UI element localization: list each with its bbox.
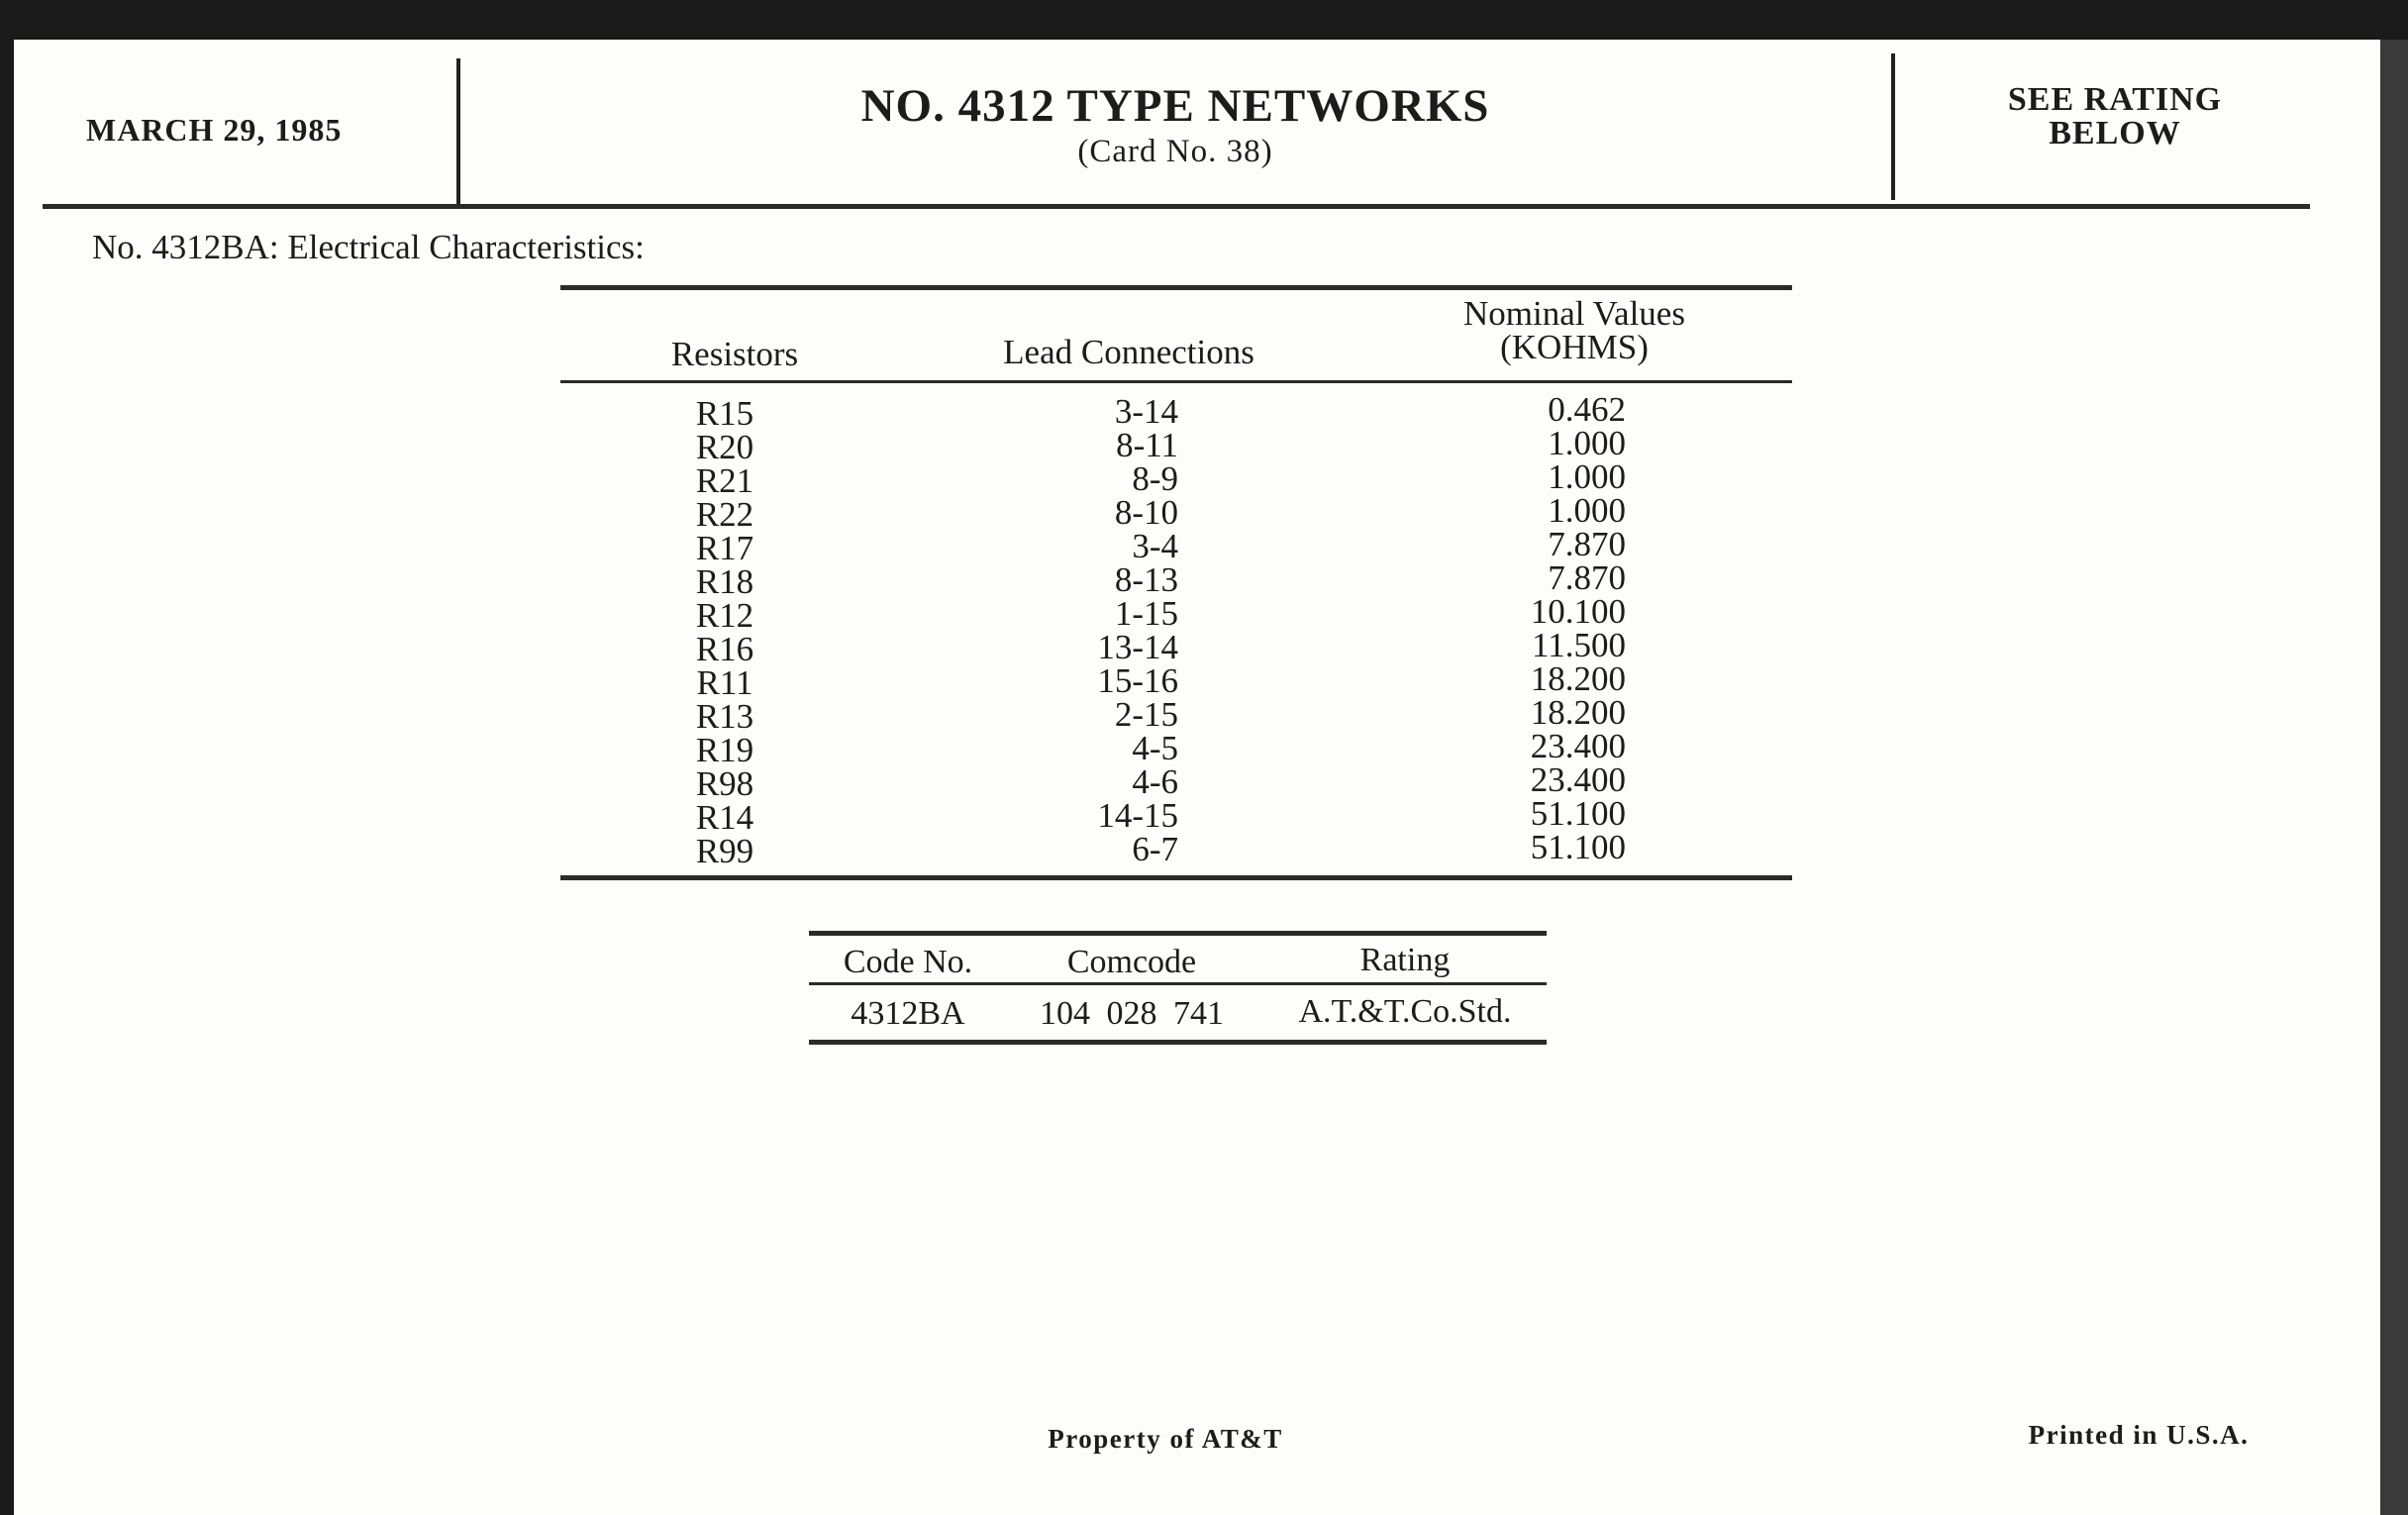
header-rule <box>43 204 2310 209</box>
nominal-header-line1: Nominal Values <box>1463 294 1685 333</box>
nominal-value-cell: 23.400 <box>1530 760 1626 799</box>
nominal-value-cell: 7.870 <box>1548 525 1626 563</box>
lead-connection-cell: 3-4 <box>1132 527 1178 565</box>
nominal-value-cell: 18.200 <box>1530 693 1626 732</box>
nominal-value-cell: 1.000 <box>1548 457 1626 496</box>
table-bottom-rule <box>560 875 1792 880</box>
resistor-cell: R13 <box>695 697 754 736</box>
col-header-lead-connections: Lead Connections <box>1003 333 1254 371</box>
code-header-code-no: Code No. <box>843 944 973 980</box>
nominal-value-cell: 0.462 <box>1548 390 1626 429</box>
rating-note <box>1897 83 2333 151</box>
comcode-value: 104 028 741 <box>1040 995 1224 1032</box>
nominal-value-cell: 1.000 <box>1548 491 1626 530</box>
nominal-value-cell: 51.100 <box>1530 828 1626 866</box>
code-table-mid-rule <box>809 982 1547 985</box>
resistor-cell: R21 <box>695 461 754 500</box>
issue-date: MARCH 29, 1985 <box>86 112 343 148</box>
resistor-cell: R18 <box>695 562 754 601</box>
page-title: NO. 4312 TYPE NETWORKS <box>860 80 1490 132</box>
footer-property: Property of AT&T <box>1048 1424 1283 1454</box>
lead-connection-cell: 15-16 <box>1097 661 1178 700</box>
lead-connection-cell: 2-15 <box>1114 695 1178 734</box>
nominal-value-cell: 10.100 <box>1530 592 1626 631</box>
nominal-value-cell: 1.000 <box>1548 424 1626 462</box>
resistor-cell: R17 <box>695 529 754 567</box>
lead-connection-cell: 4-6 <box>1132 762 1178 801</box>
nominal-value-cell: 7.870 <box>1548 558 1626 597</box>
resistor-cell: R14 <box>695 798 754 837</box>
nominal-header-line2: (KOHMS) <box>1500 328 1649 366</box>
table-top-rule <box>560 285 1792 290</box>
lead-connection-cell: 8-10 <box>1114 493 1178 532</box>
resistor-cell: R99 <box>695 832 754 870</box>
header-divider-right <box>1891 53 1895 200</box>
resistor-cell: R19 <box>695 731 754 769</box>
rating-note-line1: SEE RATING <box>2007 81 2223 118</box>
resistor-cell: R16 <box>695 630 754 668</box>
lead-connection-cell: 4-5 <box>1132 729 1178 767</box>
resistor-cell: R20 <box>695 428 754 466</box>
table-header-rule <box>560 380 1792 383</box>
footer-printed: Printed in U.S.A. <box>2028 1420 2250 1450</box>
lead-connection-cell: 1-15 <box>1114 594 1178 633</box>
lead-connection-cell: 13-14 <box>1097 628 1178 666</box>
section-title: No. 4312BA: Electrical Characteristics: <box>92 228 645 266</box>
resistor-cell: R98 <box>695 764 754 803</box>
lead-connection-cell: 3-14 <box>1114 392 1178 431</box>
col-header-resistors: Resistors <box>670 335 799 373</box>
lead-connection-cell: 8-13 <box>1114 560 1178 599</box>
scan-edge <box>2380 40 2408 1515</box>
code-header-rating: Rating <box>1359 942 1451 978</box>
code-no-value: 4312BA <box>851 995 965 1032</box>
nominal-value-cell: 23.400 <box>1530 727 1626 765</box>
code-table-top-rule <box>809 931 1547 936</box>
code-table-bottom-rule <box>809 1040 1547 1045</box>
resistor-cell: R11 <box>696 663 753 702</box>
rating-note-line2: BELOW <box>2049 115 2181 152</box>
lead-connection-cell: 14-15 <box>1097 796 1178 835</box>
col-header-nominal-values <box>1406 294 1743 366</box>
nominal-value-cell: 18.200 <box>1530 659 1626 698</box>
card-number: (Card No. 38) <box>1077 134 1273 169</box>
nominal-value-cell: 51.100 <box>1530 794 1626 833</box>
rating-value: A.T.&T.Co.Std. <box>1298 993 1512 1030</box>
lead-connection-cell: 6-7 <box>1132 830 1178 868</box>
resistor-cell: R22 <box>695 495 754 534</box>
code-header-comcode: Comcode <box>1066 944 1197 980</box>
resistor-cell: R15 <box>695 394 754 433</box>
resistor-cell: R12 <box>695 596 754 635</box>
lead-connection-cell: 8-9 <box>1132 459 1178 498</box>
nominal-value-cell: 11.500 <box>1532 626 1626 664</box>
lead-connection-cell: 8-11 <box>1116 426 1178 464</box>
